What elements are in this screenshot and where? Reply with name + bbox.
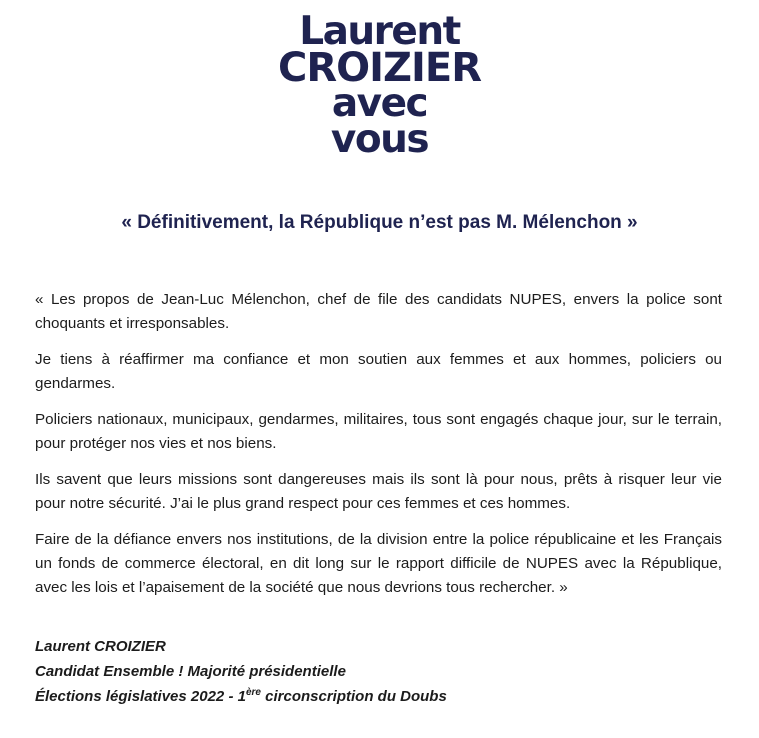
signature-election-ordinal: ère (245, 687, 261, 698)
signature-block (35, 634, 722, 709)
logo-line-first-name: Laurent (299, 9, 460, 54)
logo-line-avec: avec (331, 81, 428, 126)
signature-name: Laurent CROIZIER (35, 638, 166, 655)
statement-body (35, 288, 722, 612)
statement-paragraph: Ils savent que leurs missions sont dangereuses mais ils sont là pour nous, prêts à risquer leur vie pour notre sécurité. J’ai le plus grand respect pour ces femmes et ces hommes. (35, 471, 722, 512)
signature-election (35, 684, 722, 709)
logo-line-vous: vous (330, 117, 429, 162)
statement-paragraph: Policiers nationaux, municipaux, gendarmes, militaires, tous sont engagés chaque jour, sur le terrain, pour protéger nos vies et nos biens. (35, 411, 722, 452)
signature-election-prefix: Élections législatives 2022 - 1 (35, 688, 246, 705)
statement-headline: « Définitivement, la République n’est pas M. Mélenchon » (121, 212, 638, 233)
campaign-logo (0, 9, 759, 162)
signature-election-suffix: circonscription du Doubs (260, 688, 447, 705)
statement-paragraph: « Les propos de Jean-Luc Mélenchon, chef de file des candidats NUPES, envers la police sont choquants et irresponsables. (35, 291, 722, 332)
signature-role: Candidat Ensemble ! Majorité présidentielle (35, 663, 346, 680)
statement-paragraph: Faire de la défiance envers nos institutions, de la division entre la police républicaine et les Français un fonds de commerce électoral, en dit long sur le rapport difficile de NUPES avec la République, avec les lois et l’apaisement de la société que nous devrions tous rechercher. » (35, 531, 722, 596)
statement-paragraph: Je tiens à réaffirmer ma confiance et mon soutien aux femmes et aux hommes, policiers ou gendarmes. (35, 351, 722, 392)
logo-line-last-name: CROIZIER (277, 45, 482, 91)
